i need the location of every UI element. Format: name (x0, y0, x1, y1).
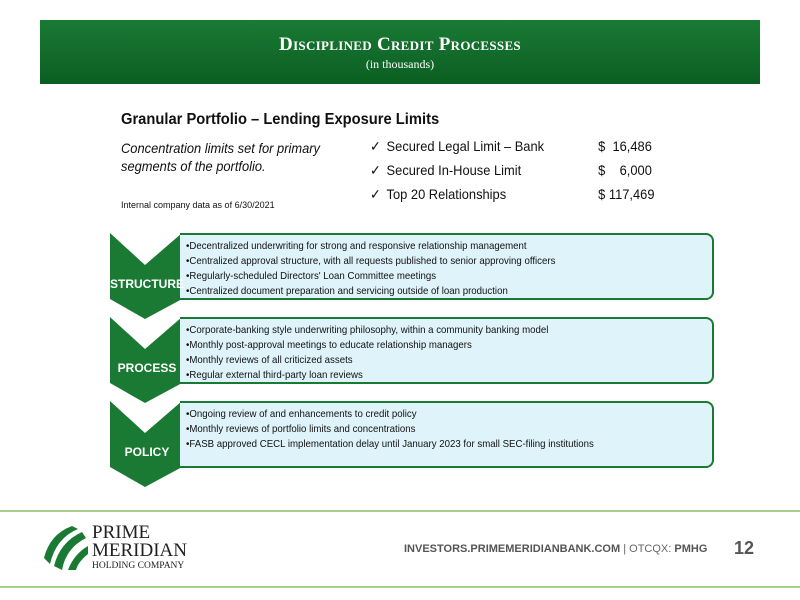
logo-text-meridian: MERIDIAN (92, 540, 187, 561)
bullet-item: •Ongoing review of and enhancements to credit policy (186, 408, 417, 420)
bullet-item: •Monthly reviews of all criticized assets (186, 354, 353, 366)
bullet-item: •Regular external third-party loan reviews (186, 369, 363, 381)
limit-value: $ 16,486 (598, 138, 652, 154)
section-heading: Granular Portfolio – Lending Exposure Limits (121, 111, 440, 128)
logo-text-prime: PRIME (92, 522, 151, 543)
bullet-item: •Monthly reviews of portfolio limits and concentrations (186, 423, 416, 435)
page-subtitle: (in thousands) (365, 57, 435, 71)
exchange-label: OTCQX: (629, 543, 672, 555)
logo-text-holding: HOLDING COMPANY (92, 561, 185, 571)
page-number: 12 (734, 538, 755, 558)
section-label: POLICY (124, 445, 170, 459)
page-title: Disciplined Credit Processes (279, 34, 521, 55)
footer-info (404, 543, 707, 555)
logo-icon (40, 522, 90, 572)
limit-label: Secured Legal Limit – Bank (386, 138, 545, 154)
investor-site-link[interactable]: INVESTORS.PRIMEMERIDIANBANK.COM (404, 543, 621, 555)
bullet-item: •Corporate-banking style underwriting philosophy, within a community banking model (186, 324, 549, 336)
check-icon: ✓ (370, 186, 381, 202)
section-label: PROCESS (117, 361, 177, 375)
separator: | (623, 543, 627, 555)
footer-divider-top (0, 510, 800, 512)
bullet-item: •Monthly post-approval meetings to educate relationship managers (186, 339, 472, 351)
footer-divider-bottom (0, 586, 800, 588)
limit-value: $ 117,469 (598, 186, 655, 202)
bullet-item: •Regularly-scheduled Directors' Loan Committee meetings (186, 270, 437, 282)
check-icon: ✓ (370, 162, 381, 178)
section-box-process (180, 317, 714, 384)
section-label: STRUCTURE (110, 277, 184, 291)
title-banner (40, 20, 760, 84)
check-icon: ✓ (370, 138, 381, 154)
bullet-item: •Centralized approval structure, with all requests published to senior approving officers (186, 255, 556, 267)
concentration-text: Concentration limits set for primary segments of the portfolio. (121, 140, 320, 174)
ticker: PMHG (674, 543, 708, 555)
section-box-structure (180, 233, 714, 300)
bullet-item: •Centralized document preparation and servicing outside of loan production (186, 285, 508, 297)
limit-row (370, 138, 664, 155)
data-note: Internal company data as of 6/30/2021 (121, 200, 275, 210)
limit-value: $ 6,000 (598, 162, 652, 178)
limit-row (370, 162, 664, 179)
limit-label: Secured In-House Limit (386, 162, 522, 178)
section-box-policy (180, 401, 714, 468)
limit-row (370, 186, 664, 203)
bullet-item: •Decentralized underwriting for strong and responsive relationship management (186, 240, 527, 252)
limit-label: Top 20 Relationships (386, 186, 507, 202)
bullet-item: •FASB approved CECL implementation delay until January 2023 for small SEC-filing institutions (186, 438, 594, 450)
